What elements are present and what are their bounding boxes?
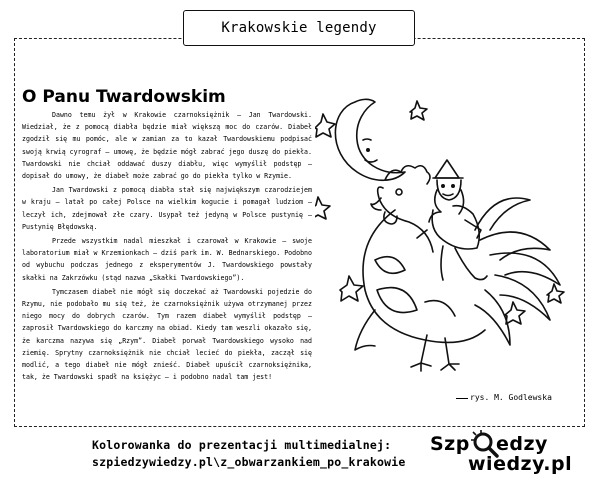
star-icon — [315, 197, 330, 219]
logo-text-part: Szp — [430, 433, 470, 455]
star-icon — [410, 101, 427, 120]
star-icon — [547, 284, 564, 303]
article-body — [22, 109, 312, 385]
header-title-box — [183, 10, 415, 46]
illustration-credit: rys. M. Godlewska — [470, 393, 552, 402]
szpiedzy-wiedzy-logo — [430, 433, 580, 478]
twardowski-rooster-illustration — [315, 80, 590, 390]
star-icon — [315, 114, 335, 137]
credit-dash — [456, 398, 468, 399]
footer-link[interactable]: szpiedzywiedzy.pl\z_obwarzankiem_po_krakowie — [92, 455, 406, 469]
logo-text-domain: wiedzy.pl — [468, 453, 573, 475]
paragraph: Tymczasem diabeł nie mógł się doczekać aż Twardowski pojedzie do Rzymu, nie podobało mu się też, że czarnoksiężnik używa otrzymanej przez niego mocy do dobrych czarów. Tym razem diabeł wymyślił podstęp – zaprosił Twardowskiego do karczmy na obiad. Kiedy tam weszli okazało się, że karczma nazywa się „Rzym”. Diabeł porwał Twardowskiego wysoko nad ziemię. Sprytny czarnoksiężnik nie chciał lecieć do piekła, zaczął się modlić, a tego diabeł nie mógł znieść. Diabeł upuścił czarnoksiężnika, tak, że Twardowski spadł na księżyc – i podobno nadal tam jest! — [22, 287, 312, 382]
moon-icon — [335, 99, 405, 180]
twardowski-figure — [417, 160, 487, 280]
article-title: O Panu Twardowskim — [22, 87, 226, 107]
logo-text-part: edzy — [496, 433, 548, 455]
paragraph: Dawno temu żył w Krakowie czarnoksiężnik – Jan Twardowski. Wiedział, że z pomocą diabła będzie miał większą moc do czarów. Diabeł zgodził się mu pomóc, ale w zamian za to kazał Twardowskiemu podpisać swoją krwią cyrograf – umowę, że będzie mógł zabrać jego duszę do piekła. Twardowski nie chciał oddawać duszy diabłu, więc wymyślił podstęp – dopisał do umowy, że diabeł może zabrać go do piekła tylko w Rzymie. — [22, 111, 312, 181]
star-icon — [340, 276, 363, 301]
rooster — [355, 166, 560, 371]
header-title: Krakowskie legendy — [221, 20, 377, 36]
paragraph: Jan Twardowski z pomocą diabła stał się największym czarodziejem w kraju – latał po całej Polsce na wielkim kogucie i pomagał ludziom – leczył ich, zdejmował złe czary. Usypał też jedyną w Polsce pustynię – Pustynię Błędowską. — [22, 186, 312, 231]
paragraph: Przede wszystkim nadal mieszkał i czarował w Krakowie – swoje laboratorium miał w Krzemionkach – dziś park im. W. Bednarskiego. Podobno od wybuchu podczas jednego z eksperymentów J. Twardowskiego powstały skałki na Zakrzówku (stąd nazwa „Skałki Twardowskiego”). — [22, 237, 312, 282]
footer-line-1: Kolorowanka do prezentacji multimedialnej: — [92, 438, 392, 452]
star-icon — [505, 302, 525, 324]
